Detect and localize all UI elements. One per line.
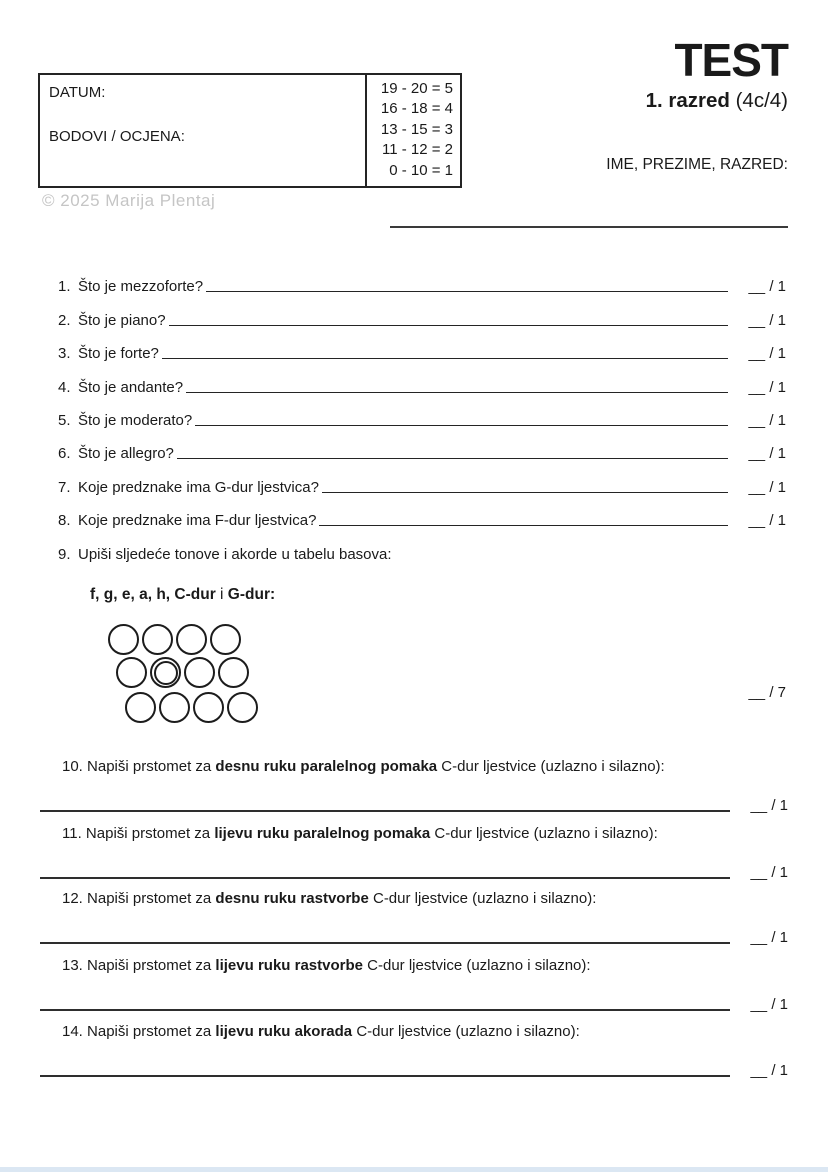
question-number: 13.: [62, 957, 83, 974]
question-number: 4.: [58, 378, 71, 396]
question-bold: lijevu ruku rastvorbe: [215, 957, 363, 974]
answer-area: [40, 1062, 788, 1079]
question-number: 3.: [58, 345, 71, 363]
name-answer-line: [390, 226, 788, 228]
question-text: Što je allegro?: [78, 445, 174, 463]
score-field-q9: __ / 7: [748, 684, 786, 701]
question-block-13: [40, 957, 788, 1013]
question-number: 6.: [58, 445, 71, 463]
grading-scale-row: 19 - 20 = 5: [380, 80, 453, 97]
question-text: Koje predznake ima F-dur ljestvica?: [78, 512, 317, 530]
bass-table-circle: [176, 624, 207, 655]
question-post: C-dur ljestvice (uzlazno i silazno):: [368, 890, 597, 907]
question-text: [62, 957, 788, 979]
short-questions-list: [58, 262, 786, 563]
grading-scale-row: 0 - 10 = 1: [389, 161, 453, 179]
score-field: __ / 1: [748, 411, 786, 429]
question-bold: lijevu ruku paralelnog pomaka: [214, 825, 431, 842]
bass-table-circle: [184, 657, 215, 688]
question-bold: lijevu ruku akorada: [215, 1023, 353, 1040]
title-block: [388, 34, 788, 174]
score-field: __ / 1: [750, 996, 788, 1013]
answer-line: [40, 1009, 730, 1011]
info-box-left-cell: [40, 75, 365, 186]
next-page-edge-strip: [0, 1167, 828, 1172]
question-pre: Napiši prstomet za: [87, 957, 216, 974]
question-block-12: [40, 890, 788, 946]
answer-line: [40, 810, 730, 812]
question-post: C-dur ljestvice (uzlazno i silazno):: [437, 758, 665, 775]
bass-table-circle: [210, 624, 241, 655]
question-block-11: [40, 825, 788, 881]
question-row-5: [58, 396, 786, 429]
bass-table-circle: [125, 692, 156, 723]
points-grade-label: BODOVI / OCJENA:: [49, 128, 185, 145]
date-label: DATUM:: [49, 84, 106, 101]
answer-line: [169, 325, 728, 326]
question-number: 8.: [58, 512, 71, 530]
grade-note: (4c/4): [729, 89, 788, 112]
question-number: 10.: [62, 758, 83, 775]
question-number: 9.: [58, 545, 71, 563]
grade-label: 1. razred: [645, 89, 730, 112]
score-field: __ / 1: [750, 864, 788, 881]
grading-scale-row: 13 - 15 = 3: [380, 120, 453, 138]
tones-to-enter-label: [90, 586, 275, 604]
grading-scale-row: 11 - 12 = 2: [381, 141, 453, 159]
question-row-3: [58, 329, 786, 362]
answer-area: [40, 996, 788, 1013]
question-post: C-dur ljestvice (uzlazno i silazno):: [352, 1023, 580, 1040]
question-block-14: [40, 1023, 788, 1079]
bass-table-circle: [159, 692, 190, 723]
question-number: 14.: [62, 1023, 83, 1040]
bass-table-circle: [218, 657, 249, 688]
question-text: Što je moderato?: [78, 411, 193, 429]
answer-line: [40, 1075, 730, 1077]
question-number: 12.: [62, 890, 83, 907]
score-field: __ / 1: [750, 1062, 788, 1079]
question-text: Što je piano?: [78, 311, 166, 329]
question-text: [62, 890, 788, 912]
c-bass-inner-ring: [154, 661, 178, 685]
tones-list-bold: f, g, e, a, h, C-dur: [90, 586, 216, 603]
question-number: 5.: [58, 411, 71, 429]
answer-line: [162, 358, 728, 359]
tones-separator: i: [215, 586, 228, 603]
answer-area: [40, 797, 788, 814]
question-text: Što je mezzoforte?: [78, 278, 204, 296]
score-field: __ / 1: [748, 378, 786, 396]
answer-line: [319, 525, 728, 526]
question-block-10: [40, 758, 788, 814]
subtitle: [388, 89, 788, 113]
question-post: C-dur ljestvice (uzlazno i silazno):: [362, 957, 591, 974]
bass-table-circle: [227, 692, 258, 723]
question-number: 11.: [62, 825, 82, 842]
question-text: Što je andante?: [78, 378, 184, 396]
question-post: C-dur ljestvice (uzlazno i silazno):: [430, 825, 658, 842]
answer-line: [186, 392, 728, 393]
question-pre: Napiši prstomet za: [85, 825, 215, 842]
score-field: __ / 1: [748, 311, 786, 329]
answer-line: [177, 458, 728, 459]
question-row-8: [58, 496, 786, 529]
question-row-1: [58, 262, 786, 295]
score-field: __ / 1: [750, 929, 788, 946]
question-row-9: [58, 529, 786, 562]
grading-scale-row: 16 - 18 = 4: [380, 100, 453, 118]
question-row-2: [58, 295, 786, 328]
question-number: 1.: [58, 278, 71, 296]
tones-list-bold-2: G-dur:: [227, 586, 276, 603]
question-pre: Napiši prstomet za: [87, 890, 216, 907]
answer-area: [40, 864, 788, 881]
score-field: __ / 1: [750, 797, 788, 814]
question-text: Koje predznake ima G-dur ljestvica?: [78, 478, 319, 496]
question-text: [62, 758, 788, 780]
bass-table-circle: [193, 692, 224, 723]
score-field: __ / 1: [748, 478, 786, 496]
bass-table-circle: [116, 657, 147, 688]
name-field-label: IME, PREZIME, RAZRED:: [606, 156, 788, 173]
answer-area: [40, 929, 788, 946]
copyright-watermark: © 2025 Marija Plentaj: [42, 191, 216, 210]
question-text: Što je forte?: [78, 345, 159, 363]
score-field: __ / 1: [748, 445, 786, 463]
question-pre: Napiši prstomet za: [87, 758, 216, 775]
page-title: TEST: [674, 34, 788, 86]
question-row-7: [58, 462, 786, 495]
bass-table-circle: [108, 624, 139, 655]
bass-table-circle: [142, 624, 173, 655]
question-bold: desnu ruku rastvorbe: [215, 890, 369, 907]
question-bold: desnu ruku paralelnog pomaka: [215, 758, 438, 775]
question-row-6: [58, 429, 786, 462]
question-text: Upiši sljedeće tonove i akorde u tabelu basova:: [78, 545, 392, 563]
question-number: 7.: [58, 478, 71, 496]
answer-line: [40, 942, 730, 944]
question-text: [62, 1023, 788, 1045]
question-text: [62, 825, 788, 847]
score-field: __ / 1: [748, 278, 786, 296]
answer-line: [322, 492, 728, 493]
question-row-4: [58, 362, 786, 395]
score-field: __ / 1: [748, 345, 786, 363]
answer-line: [206, 291, 728, 292]
answer-line: [195, 425, 728, 426]
bass-table-circle-double-c-bass: [150, 657, 181, 688]
answer-line: [40, 877, 730, 879]
question-number: 2.: [58, 311, 71, 329]
question-pre: Napiši prstomet za: [87, 1023, 216, 1040]
score-field: __ / 1: [748, 512, 786, 530]
